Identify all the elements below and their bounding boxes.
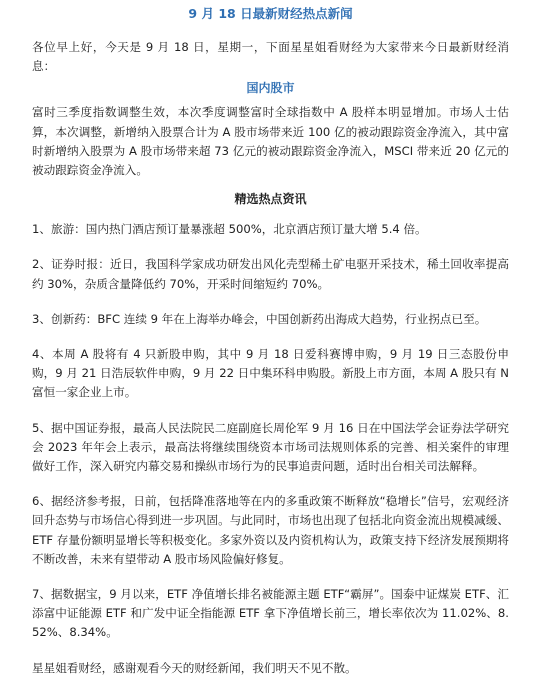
news-item-3: 3、创新药：BFC 连续 9 年在上海举办峰会，中国创新药出海成大趋势，行业拐点已至。 — [32, 311, 487, 326]
news-item-2: 2、证券时报：近日，我国科学家成功研发出风化壳型稀土矿电驱开采技术，稀土回收率提高约 30%，杂质含量降低约 70%，开采时间缩短约 70%。 — [32, 257, 509, 291]
news-item-4: 4、本周 A 股将有 4 只新股申购，其中 9 月 18 日爱科赛博申购，9 月 19 日三态股份申购，9 月 21 日浩辰软件申购，9 月 22 日中集环科申购股。新股上市方面，本周 A 股只有 N 富恒一家企业上市。 — [32, 347, 509, 400]
closing-paragraph: 星星姐看财经，感谢观看今天的财经新闻，我们明天不见不散。 — [32, 660, 357, 675]
domestic-market-paragraph: 富时三季度指数调整生效，本次季度调整富时全球指数中 A 股样本明显增加。市场人士估算，本次调整，新增纳入股票合计为 A 股市场带来近 100 亿的被动跟踪资金净流入，其中富时新增纳入股票为 A 股市场带来超 73 亿元的被动跟踪资金净流入，MSCI 带来近 20 亿元的被动跟踪资金净流入。 — [32, 105, 509, 178]
news-item-5: 5、据中国证券报，最高人民法院民二庭副庭长周伦军 9 月 16 日在中国法学会证券法学研究会 2023 年年会上表示，最高法将继续围绕资本市场司法规则体系的完善、相关案件的审理做好工作，深入研究内幕交易和操纵市场行为的民事追责问题，适时出台相关司法解释。 — [32, 420, 509, 474]
page-title: 9 月 18 日最新财经热点新闻 — [188, 6, 353, 21]
news-item-6: 6、据经济参考报，日前，包括降准落地等在内的多重政策不断释放“稳增长”信号，宏观经济回升态势与市场信心得到进一步巩固。与此同时，市场也出现了包括北向资金流出规模减缓、ETF 存量份额明显增长等积极变化。多家外资以及内资机构认为，政策支持下经济发展预期将不断改善，未来有望带动 A 股市场风险偏好修复。 — [32, 494, 509, 566]
section-heading-domestic: 国内股市 — [246, 81, 295, 96]
section-heading-news: 精选热点资讯 — [234, 192, 307, 207]
news-item-7: 7、据数据宝，9 月以来，ETF 净值增长排名被能源主题 ETF“霸屏”。国泰中证煤炭 ETF、汇添富中证能源 ETF 和广发中证全指能源 ETF 拿下净值增长前三，增长率依次为 11.02%、8.52%、8.34%。 — [32, 587, 509, 640]
intro-paragraph: 各位早上好，今天是 9 月 18 日，星期一，下面星星姐看财经为大家带来今日最新财经消息： — [32, 40, 509, 74]
news-item-1: 1、旅游：国内热门酒店预订量暴涨超 500%，北京酒店预订量大增 5.4 倍。 — [32, 222, 427, 237]
